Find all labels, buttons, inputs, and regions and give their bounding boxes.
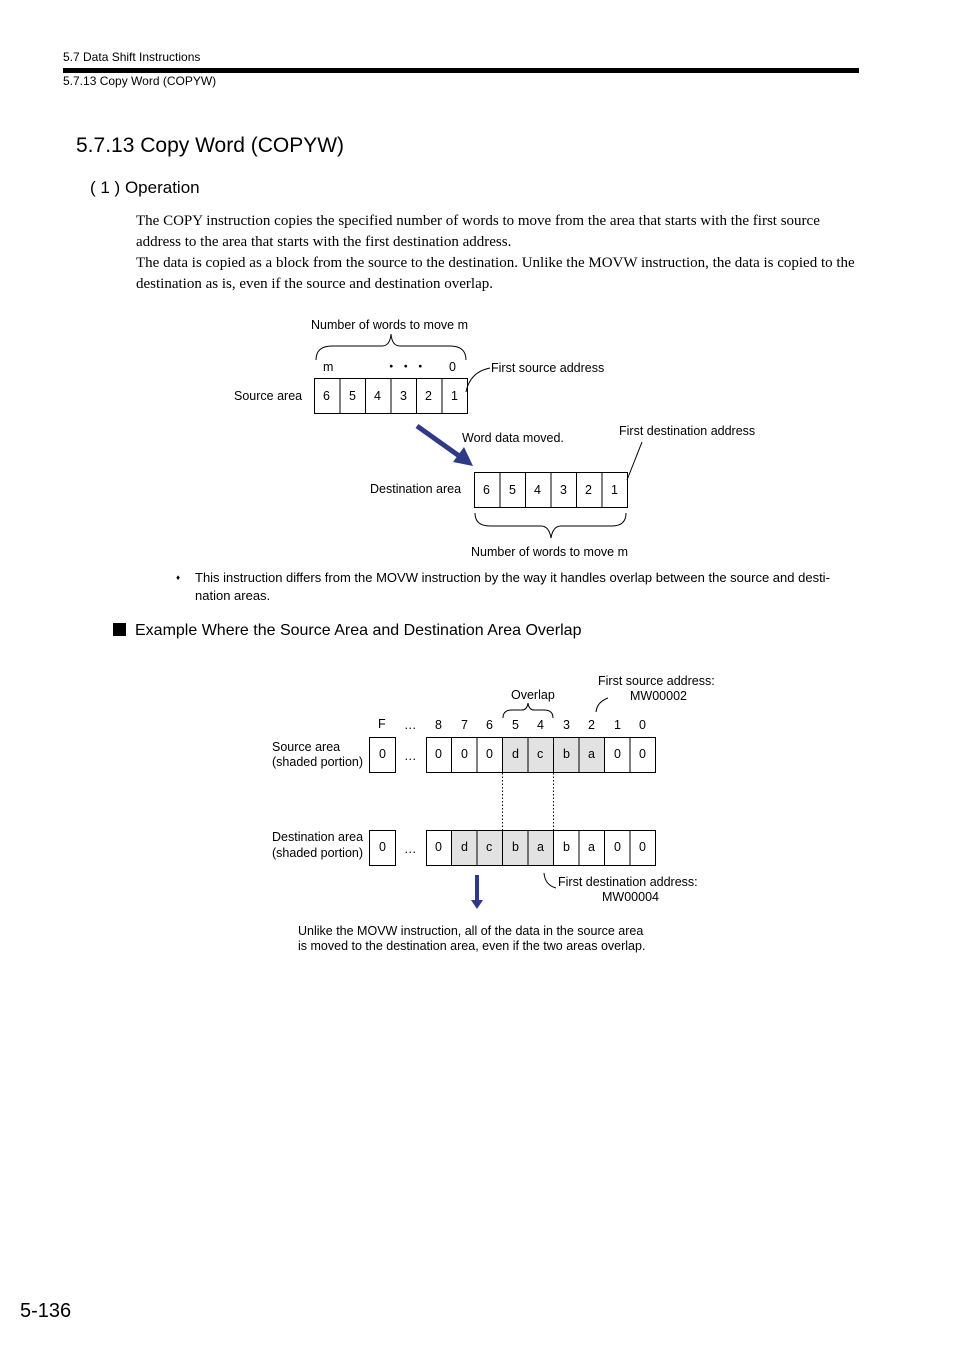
source-cell: 4 [374, 389, 381, 403]
destination-cell: 2 [585, 483, 592, 497]
bit-index: 6 [486, 718, 493, 732]
running-header-subsection: 5.7.13 Copy Word (COPYW) [63, 74, 217, 88]
first-source-address-line1: First source address: [598, 674, 715, 688]
source-f-cell: 0 [379, 747, 386, 761]
index-0: 0 [449, 360, 456, 374]
running-header-section: 5.7 Data Shift Instructions [63, 50, 201, 64]
bit-index: 8 [435, 718, 442, 732]
source-bit-cell: d [512, 747, 519, 761]
first-source-address-line2: MW00002 [630, 689, 687, 703]
overlap-note-line2: is moved to the destination area, even if the two areas overlap. [298, 939, 646, 953]
destination-bit-cell: 0 [639, 840, 646, 854]
source-bit-cell: 0 [461, 747, 468, 761]
destination-bit-cell: a [588, 840, 595, 854]
source-ellipsis: … [404, 749, 417, 763]
destination-bit-cell: 0 [435, 840, 442, 854]
source-cell: 3 [400, 389, 407, 403]
destination-f-cell: 0 [379, 840, 386, 854]
destination-cell: 1 [611, 483, 618, 497]
source-cell: 6 [323, 389, 330, 403]
destination-area-label-line2: (shaded portion) [272, 846, 364, 860]
destination-area-label-line1: Destination area [272, 830, 364, 844]
destination-cell: 6 [483, 483, 490, 497]
first-destination-address-leader [544, 873, 556, 888]
bit-index: 0 [639, 718, 646, 732]
source-area-label-line1: Source area [272, 740, 341, 754]
page-title: 5.7.13 Copy Word (COPYW) [76, 134, 345, 157]
first-source-address-leader [596, 698, 608, 712]
index-ellipsis: … [404, 718, 417, 732]
destination-cell: 5 [509, 483, 516, 497]
destination-ellipsis: … [404, 842, 417, 856]
source-bit-cell: a [588, 747, 595, 761]
first-destination-label: First destination address [619, 424, 756, 438]
destination-cell: 4 [534, 483, 541, 497]
index-f: F [378, 717, 386, 731]
example-heading-text: Example Where the Source Area and Destination Area Overlap [135, 622, 582, 639]
destination-cell: 3 [560, 483, 567, 497]
first-source-label: First source address [491, 361, 605, 375]
word-moved-label: Word data moved. [462, 431, 564, 445]
destination-bit-cell: b [512, 840, 519, 854]
bit-index: 5 [512, 718, 519, 732]
source-area-label-line2: (shaded portion) [272, 755, 364, 769]
destination-bit-cell: c [486, 840, 493, 854]
source-bit-cell: 0 [486, 747, 493, 761]
destination-bit-cell: d [461, 840, 468, 854]
source-bit-cell: 0 [639, 747, 646, 761]
bullet-mark: ♦ [176, 573, 181, 582]
first-destination-address-line2: MW00004 [602, 890, 659, 904]
source-cell: 1 [451, 389, 458, 403]
bit-index: 1 [614, 718, 621, 732]
bullet-text: This instruction differs from the MOVW instruction by the way it handles overlap between the source and desti-nation areas. [195, 570, 830, 603]
source-cell: 5 [349, 389, 356, 403]
source-cell: 2 [425, 389, 432, 403]
bit-index: 3 [563, 718, 570, 732]
operation-heading: ( 1 ) Operation [90, 178, 200, 197]
source-bit-cell: c [537, 747, 544, 761]
page-number: 5-136 [20, 1300, 72, 1322]
destination-bit-cell: 0 [614, 840, 621, 854]
bottom-brace-label: Number of words to move m [471, 545, 628, 559]
source-area-label: Source area [234, 389, 303, 403]
destination-bit-cell: a [537, 840, 544, 854]
index-dots: ・・・ [385, 360, 429, 374]
overlap-label: Overlap [511, 688, 555, 702]
source-bit-cell: 0 [614, 747, 621, 761]
destination-bit-cell: b [563, 840, 570, 854]
first-destination-address-line1: First destination address: [558, 875, 698, 889]
down-arrow-icon [471, 875, 483, 909]
top-brace-label: Number of words to move m [311, 318, 468, 332]
operation-paragraph-1: The COPY instruction copies the specified number of words to move from the area that starts with the first source address to the area that starts with the first destination address. [136, 213, 820, 250]
overlap-note-line1: Unlike the MOVW instruction, all of the data in the source area [298, 924, 644, 938]
index-m: m [323, 360, 334, 374]
bit-index: 7 [461, 718, 468, 732]
source-bit-cell: 0 [435, 747, 442, 761]
source-bit-cell: b [563, 747, 570, 761]
bit-index: 2 [588, 718, 595, 732]
operation-paragraph-2: The data is copied as a block from the source to the destination. Unlike the MOVW instruction, the data is copied to the destination as is, even if the source and destination overlap. [136, 255, 855, 292]
bit-index: 4 [537, 718, 544, 732]
destination-area-label: Destination area [370, 482, 462, 496]
overlap-brace [503, 703, 553, 718]
